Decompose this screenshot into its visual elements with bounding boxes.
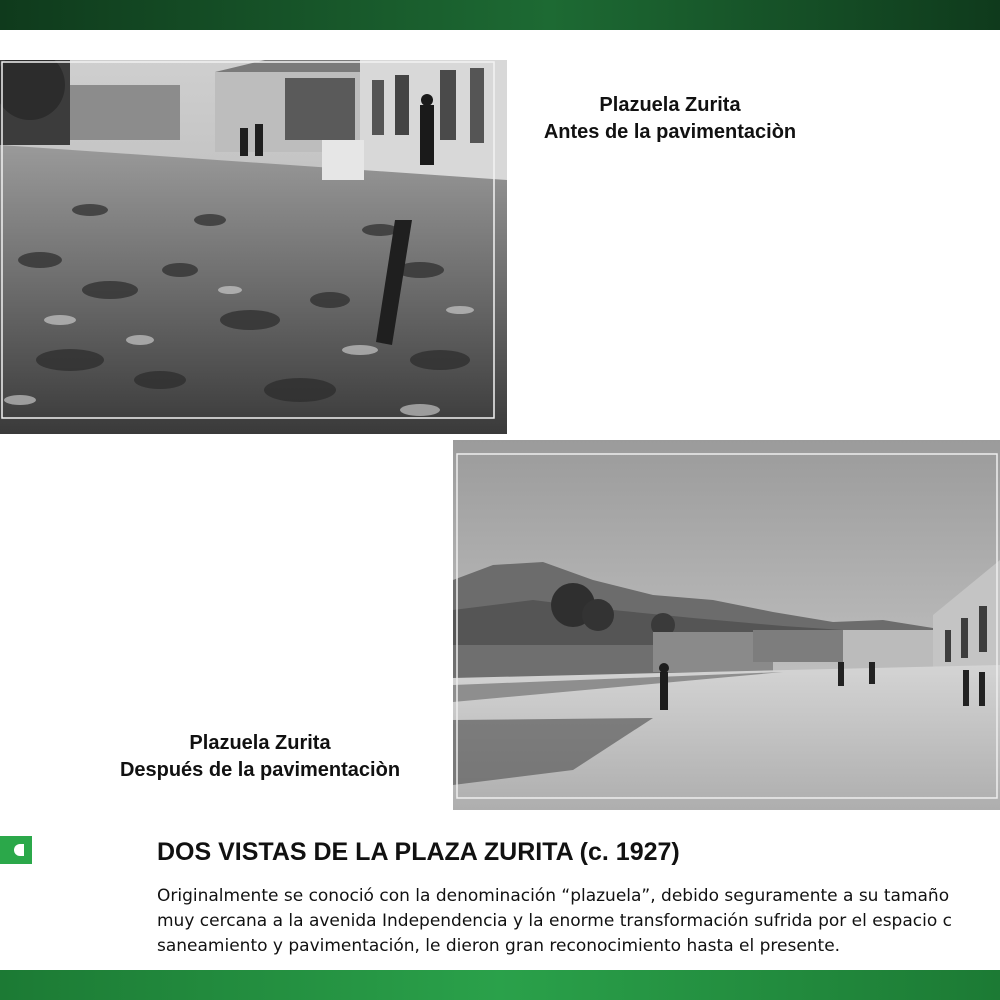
description-paragraph — [157, 884, 1000, 959]
description-line-2: muy cercana a la avenida Independencia y la enorme transformación sufrida por el espacio c — [157, 911, 952, 931]
photo-plazuela-after-paving — [453, 440, 1000, 810]
caption-before-paving — [520, 92, 820, 146]
caption-after-paving — [95, 730, 425, 784]
logo-notch — [14, 844, 24, 856]
bottom-banner-bar — [0, 970, 1000, 1000]
green-logo-fragment-icon — [0, 836, 32, 864]
description-line-3: saneamiento y pavimentación, le dieron gran reconocimiento hasta el presente. — [157, 936, 841, 956]
caption-before-title: Plazuela Zurita — [599, 94, 741, 116]
caption-after-subtitle: Después de la pavimentaciòn — [119, 759, 401, 781]
top-banner-bar — [0, 0, 1000, 30]
caption-after-title: Plazuela Zurita — [189, 732, 331, 754]
caption-before-subtitle: Antes de la pavimentaciòn — [543, 121, 797, 143]
photo-plazuela-before-paving — [0, 60, 507, 434]
section-heading: DOS VISTAS DE LA PLAZA ZURITA (c. 1927) — [157, 838, 680, 866]
description-line-1: Originalmente se conoció con la denominación “plazuela”, debido seguramente a su tamaño — [157, 886, 950, 906]
